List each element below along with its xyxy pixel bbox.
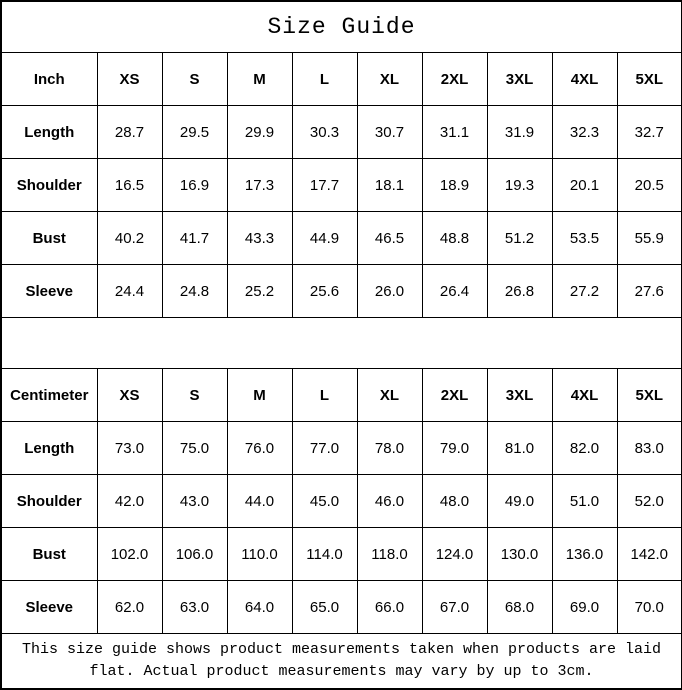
measurement-value: 49.0 bbox=[487, 475, 552, 528]
footer-note: This size guide shows product measurements taken when products are laid flat. Actual product measurements may vary by up to 3cm. bbox=[1, 634, 682, 690]
measurement-value: 30.7 bbox=[357, 106, 422, 159]
size-header-row bbox=[1, 369, 682, 422]
measurement-row bbox=[1, 106, 682, 159]
measurement-row bbox=[1, 265, 682, 318]
size-column-header: 4XL bbox=[552, 53, 617, 106]
measurement-value: 17.7 bbox=[292, 159, 357, 212]
measurement-value: 42.0 bbox=[97, 475, 162, 528]
size-column-header: 5XL bbox=[617, 53, 682, 106]
measurement-row bbox=[1, 581, 682, 634]
measurement-value: 17.3 bbox=[227, 159, 292, 212]
measurement-value: 44.0 bbox=[227, 475, 292, 528]
measurement-value: 51.2 bbox=[487, 212, 552, 265]
measurement-value: 142.0 bbox=[617, 528, 682, 581]
measurement-label: Sleeve bbox=[1, 265, 97, 318]
size-column-header: S bbox=[162, 53, 227, 106]
size-column-header: 3XL bbox=[487, 53, 552, 106]
size-column-header: L bbox=[292, 369, 357, 422]
measurement-value: 65.0 bbox=[292, 581, 357, 634]
measurement-value: 75.0 bbox=[162, 422, 227, 475]
measurement-value: 62.0 bbox=[97, 581, 162, 634]
measurement-value: 76.0 bbox=[227, 422, 292, 475]
measurement-value: 32.7 bbox=[617, 106, 682, 159]
measurement-value: 29.9 bbox=[227, 106, 292, 159]
size-column-header: XS bbox=[97, 369, 162, 422]
measurement-label: Sleeve bbox=[1, 581, 97, 634]
measurement-value: 40.2 bbox=[97, 212, 162, 265]
measurement-value: 124.0 bbox=[422, 528, 487, 581]
measurement-value: 73.0 bbox=[97, 422, 162, 475]
size-column-header: 4XL bbox=[552, 369, 617, 422]
measurement-value: 18.1 bbox=[357, 159, 422, 212]
measurement-value: 43.0 bbox=[162, 475, 227, 528]
measurement-value: 31.9 bbox=[487, 106, 552, 159]
measurement-value: 24.4 bbox=[97, 265, 162, 318]
size-column-header: L bbox=[292, 53, 357, 106]
measurement-row bbox=[1, 422, 682, 475]
measurement-value: 81.0 bbox=[487, 422, 552, 475]
measurement-value: 70.0 bbox=[617, 581, 682, 634]
measurement-label: Length bbox=[1, 106, 97, 159]
measurement-value: 26.4 bbox=[422, 265, 487, 318]
measurement-row bbox=[1, 212, 682, 265]
measurement-value: 77.0 bbox=[292, 422, 357, 475]
inch-table-section bbox=[1, 53, 682, 318]
footer-section bbox=[1, 634, 682, 690]
measurement-value: 64.0 bbox=[227, 581, 292, 634]
measurement-value: 29.5 bbox=[162, 106, 227, 159]
measurement-value: 63.0 bbox=[162, 581, 227, 634]
measurement-value: 46.5 bbox=[357, 212, 422, 265]
size-column-header: XL bbox=[357, 369, 422, 422]
measurement-value: 106.0 bbox=[162, 528, 227, 581]
measurement-value: 44.9 bbox=[292, 212, 357, 265]
measurement-value: 110.0 bbox=[227, 528, 292, 581]
size-column-header: M bbox=[227, 369, 292, 422]
title-section bbox=[1, 1, 682, 53]
footer-row bbox=[1, 634, 682, 690]
measurement-value: 26.0 bbox=[357, 265, 422, 318]
size-column-header: XS bbox=[97, 53, 162, 106]
measurement-value: 48.8 bbox=[422, 212, 487, 265]
size-column-header: 3XL bbox=[487, 369, 552, 422]
measurement-row bbox=[1, 528, 682, 581]
measurement-value: 55.9 bbox=[617, 212, 682, 265]
measurement-value: 45.0 bbox=[292, 475, 357, 528]
measurement-label: Shoulder bbox=[1, 475, 97, 528]
measurement-value: 53.5 bbox=[552, 212, 617, 265]
measurement-value: 82.0 bbox=[552, 422, 617, 475]
measurement-value: 27.6 bbox=[617, 265, 682, 318]
page-title: Size Guide bbox=[1, 1, 682, 53]
measurement-value: 130.0 bbox=[487, 528, 552, 581]
measurement-value: 136.0 bbox=[552, 528, 617, 581]
measurement-value: 41.7 bbox=[162, 212, 227, 265]
measurement-value: 67.0 bbox=[422, 581, 487, 634]
centimeter-table-section bbox=[1, 369, 682, 634]
measurement-value: 66.0 bbox=[357, 581, 422, 634]
measurement-value: 79.0 bbox=[422, 422, 487, 475]
measurement-label: Length bbox=[1, 422, 97, 475]
measurement-value: 16.9 bbox=[162, 159, 227, 212]
measurement-label: Bust bbox=[1, 528, 97, 581]
measurement-value: 114.0 bbox=[292, 528, 357, 581]
size-column-header: 2XL bbox=[422, 369, 487, 422]
measurement-value: 102.0 bbox=[97, 528, 162, 581]
size-column-header: M bbox=[227, 53, 292, 106]
spacer-row bbox=[1, 318, 682, 369]
measurement-value: 83.0 bbox=[617, 422, 682, 475]
measurement-value: 30.3 bbox=[292, 106, 357, 159]
size-column-header: 5XL bbox=[617, 369, 682, 422]
measurement-value: 51.0 bbox=[552, 475, 617, 528]
unit-label: Inch bbox=[1, 53, 97, 106]
measurement-value: 31.1 bbox=[422, 106, 487, 159]
measurement-value: 78.0 bbox=[357, 422, 422, 475]
size-column-header: S bbox=[162, 369, 227, 422]
measurement-value: 27.2 bbox=[552, 265, 617, 318]
measurement-value: 16.5 bbox=[97, 159, 162, 212]
measurement-value: 69.0 bbox=[552, 581, 617, 634]
spacer-section bbox=[1, 318, 682, 369]
measurement-value: 26.8 bbox=[487, 265, 552, 318]
measurement-value: 118.0 bbox=[357, 528, 422, 581]
size-header-row bbox=[1, 53, 682, 106]
measurement-label: Shoulder bbox=[1, 159, 97, 212]
measurement-value: 68.0 bbox=[487, 581, 552, 634]
measurement-value: 43.3 bbox=[227, 212, 292, 265]
spacer-cell bbox=[1, 318, 682, 369]
unit-label: Centimeter bbox=[1, 369, 97, 422]
measurement-value: 48.0 bbox=[422, 475, 487, 528]
measurement-value: 20.1 bbox=[552, 159, 617, 212]
title-row bbox=[1, 1, 682, 53]
measurement-label: Bust bbox=[1, 212, 97, 265]
measurement-value: 28.7 bbox=[97, 106, 162, 159]
measurement-value: 25.2 bbox=[227, 265, 292, 318]
measurement-value: 19.3 bbox=[487, 159, 552, 212]
measurement-row bbox=[1, 475, 682, 528]
measurement-value: 32.3 bbox=[552, 106, 617, 159]
size-column-header: 2XL bbox=[422, 53, 487, 106]
measurement-value: 20.5 bbox=[617, 159, 682, 212]
measurement-value: 18.9 bbox=[422, 159, 487, 212]
measurement-row bbox=[1, 159, 682, 212]
measurement-value: 24.8 bbox=[162, 265, 227, 318]
size-column-header: XL bbox=[357, 53, 422, 106]
measurement-value: 46.0 bbox=[357, 475, 422, 528]
measurement-value: 25.6 bbox=[292, 265, 357, 318]
measurement-value: 52.0 bbox=[617, 475, 682, 528]
